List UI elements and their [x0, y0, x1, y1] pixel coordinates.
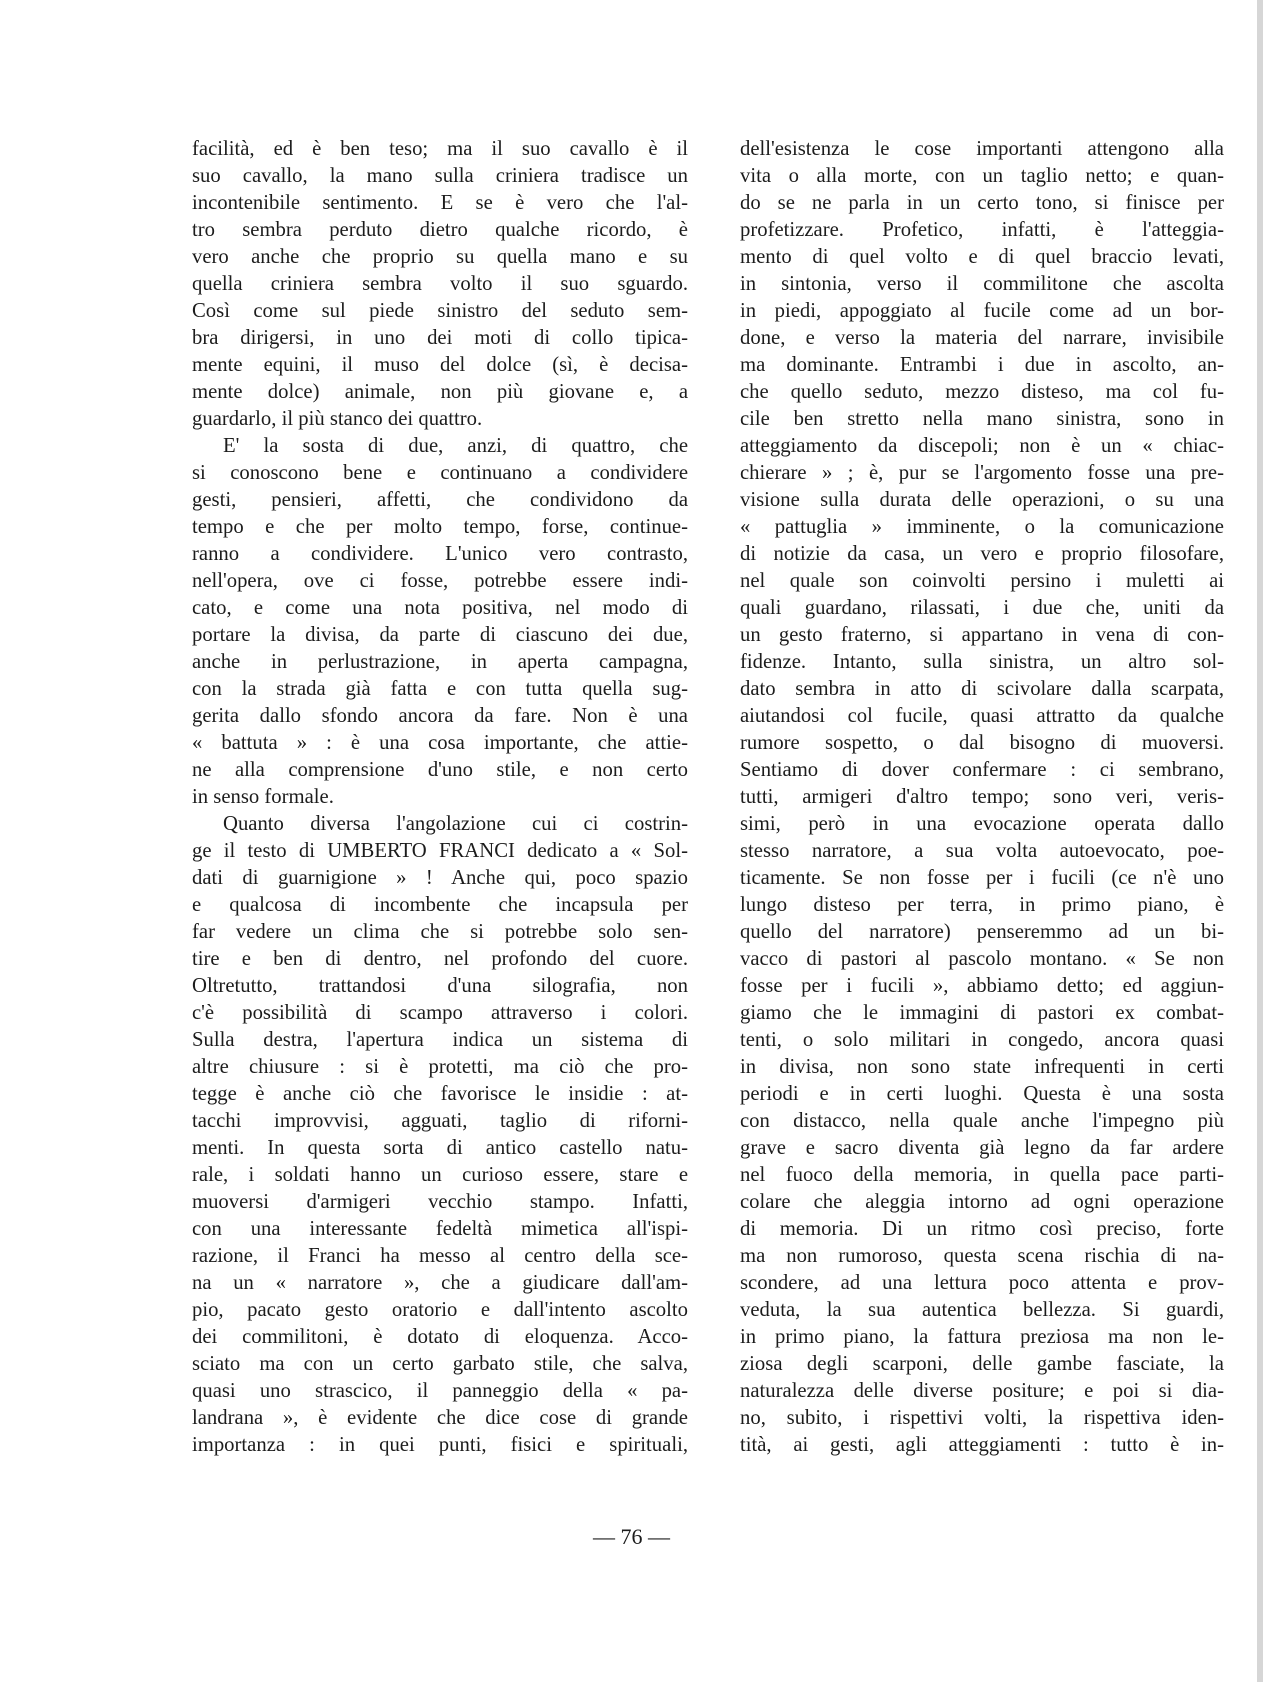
- paragraph-start-line: Quanto diversa l'angolazione cui ci costrin-: [223, 813, 688, 835]
- text-line: vita o alla morte, con un taglio netto; e quan-: [740, 165, 1224, 187]
- text-line: far vedere un clima che si potrebbe solo sen-: [192, 921, 688, 943]
- text-line: fidenze. Intanto, sulla sinistra, un altro sol-: [740, 651, 1224, 673]
- text-line: atteggiamento da discepoli; non è un « chiac-: [740, 435, 1224, 457]
- text-line: tire e ben di dentro, nel profondo del cuore.: [192, 948, 688, 970]
- text-line: landrana », è evidente che dice cose di grande: [192, 1407, 688, 1429]
- text-line: ticamente. Se non fosse per i fucili (ce n'è uno: [740, 867, 1224, 889]
- text-line: nel fuoco della memoria, in quella pace parti-: [740, 1164, 1224, 1186]
- text-line: Sulla destra, l'apertura indica un sistema di: [192, 1029, 688, 1051]
- text-line: razione, il Franci ha messo al centro della sce-: [192, 1245, 688, 1267]
- text-line: pio, pacato gesto oratorio e dall'intento ascolto: [192, 1299, 688, 1321]
- text-line: vero anche che proprio su quella mano e su: [192, 246, 688, 268]
- text-line: mento di quel volto e di quel braccio levati,: [740, 246, 1224, 268]
- text-line: nell'opera, ove ci fosse, potrebbe essere indi-: [192, 570, 688, 592]
- text-line: in primo piano, la fattura preziosa ma non le-: [740, 1326, 1224, 1348]
- right-text-column: [740, 136, 1224, 1459]
- text-line: dell'esistenza le cose importanti attengono alla: [740, 138, 1224, 160]
- text-line: quali guardano, rilassati, i due che, uniti da: [740, 597, 1224, 619]
- text-line: altre chiusure : si è protetti, ma ciò che pro-: [192, 1056, 688, 1078]
- text-line: ma non rumoroso, questa scena rischia di na-: [740, 1245, 1224, 1267]
- text-line: « pattuglia » imminente, o la comunicazione: [740, 516, 1224, 538]
- text-line: in senso formale.: [192, 786, 334, 808]
- text-line: c'è possibilità di scampo attraverso i colori.: [192, 1002, 688, 1024]
- text-line: visione sulla durata delle operazioni, o su una: [740, 489, 1224, 511]
- text-line: ne alla comprensione d'uno stile, e non certo: [192, 759, 688, 781]
- text-line: tro sembra perduto dietro qualche ricordo, è: [192, 219, 688, 241]
- text-line: mente equini, il muso del dolce (sì, è decisa-: [192, 354, 688, 376]
- text-line: naturalezza delle diverse positure; e poi si dia-: [740, 1380, 1224, 1402]
- text-line: scondere, ad una lettura poco attenta e prov-: [740, 1272, 1224, 1294]
- text-line: suo cavallo, la mano sulla criniera tradisce un: [192, 165, 688, 187]
- text-line: tenti, o solo militari in congedo, ancora quasi: [740, 1029, 1224, 1051]
- text-line: chierare » ; è, pur se l'argomento fosse una pre-: [740, 462, 1224, 484]
- text-line: Sentiamo di dover confermare : ci sembrano,: [740, 759, 1224, 781]
- text-line: e qualcosa di incombente che incapsula per: [192, 894, 688, 916]
- page-number: — 76 —: [593, 1524, 670, 1549]
- text-line: quella criniera sembra volto il suo sguardo.: [192, 273, 688, 295]
- paragraph-start-line: E' la sosta di due, anzi, di quattro, che: [223, 435, 688, 457]
- text-line: quello del narratore) penseremmo ad un bi-: [740, 921, 1224, 943]
- text-line: bra dirigersi, in uno dei moti di collo tipica-: [192, 327, 688, 349]
- page-edge-shadow: [1257, 0, 1263, 1682]
- text-line: nel quale son coinvolti persino i muletti ai: [740, 570, 1224, 592]
- text-line: ranno a condividere. L'unico vero contrasto,: [192, 543, 688, 565]
- text-line: ziosa degli scarponi, delle gambe fasciate, la: [740, 1353, 1224, 1375]
- text-line: dato sembra in atto di scivolare dalla scarpata,: [740, 678, 1224, 700]
- text-line: sciato ma con un certo garbato stile, che salva,: [192, 1353, 688, 1375]
- text-line: stesso narratore, a sua volta autoevocato, poe-: [740, 840, 1224, 862]
- text-line: facilità, ed è ben teso; ma il suo cavallo è il: [192, 138, 688, 160]
- text-line: tegge è anche ciò che favorisce le insidie : at-: [192, 1083, 688, 1105]
- text-line: dati di guarnigione » ! Anche qui, poco spazio: [192, 867, 688, 889]
- text-line: menti. In questa sorta di antico castello natu-: [192, 1137, 688, 1159]
- text-line: no, subito, i rispettivi volti, la rispettiva iden-: [740, 1407, 1224, 1429]
- text-line: di notizie da casa, un vero e proprio filosofare,: [740, 543, 1224, 565]
- text-line: colare che aleggia intorno ad ogni operazione: [740, 1191, 1224, 1213]
- text-line: rale, i soldati hanno un curioso essere, stare e: [192, 1164, 688, 1186]
- left-text-column: [192, 136, 688, 1459]
- text-line: simi, però in una evocazione operata dallo: [740, 813, 1224, 835]
- text-line: importanza : in quei punti, fisici e spirituali,: [192, 1434, 688, 1456]
- text-line: in piedi, appoggiato al fucile come ad un bor-: [740, 300, 1224, 322]
- text-line: che quello seduto, mezzo disteso, ma col fu-: [740, 381, 1224, 403]
- text-line: vacco di pastori al pascolo montano. « Se non: [740, 948, 1224, 970]
- text-line: aiutandosi col fucile, quasi attratto da qualche: [740, 705, 1224, 727]
- text-line: rumore sospetto, o dal bisogno di muoversi.: [740, 732, 1224, 754]
- text-line: tacchi improvvisi, agguati, taglio di riforni-: [192, 1110, 688, 1132]
- text-line: periodi e in certi luoghi. Questa è una sosta: [740, 1083, 1224, 1105]
- text-line: grave e sacro diventa già legno da far ardere: [740, 1137, 1224, 1159]
- text-line: incontenibile sentimento. E se è vero che l'al-: [192, 192, 688, 214]
- text-line: mente dolce) animale, non più giovane e, a: [192, 381, 688, 403]
- text-line: cile ben stretto nella mano sinistra, sono in: [740, 408, 1224, 430]
- text-line: ge il testo di UMBERTO FRANCI dedicato a « Sol-: [192, 840, 688, 862]
- text-line: profetizzare. Profetico, infatti, è l'atteggia-: [740, 219, 1224, 241]
- text-line: tempo e che per molto tempo, forse, continue-: [192, 516, 688, 538]
- text-line: un gesto fraterno, si appartano in vena di con-: [740, 624, 1224, 646]
- text-line: cato, e come una nota positiva, nel modo di: [192, 597, 688, 619]
- text-line: fosse per i fucili », abbiamo detto; ed aggiun-: [740, 975, 1224, 997]
- text-line: in divisa, non sono state infrequenti in certi: [740, 1056, 1224, 1078]
- text-line: portare la divisa, da parte di ciascuno dei due,: [192, 624, 688, 646]
- text-line: tutti, armigeri d'altro tempo; sono veri, veris-: [740, 786, 1224, 808]
- text-line: tità, ai gesti, agli atteggiamenti : tutto è in-: [740, 1434, 1224, 1456]
- text-line: quasi uno strascico, il panneggio della « pa-: [192, 1380, 688, 1402]
- text-line: si conoscono bene e continuano a condividere: [192, 462, 688, 484]
- text-line: con una interessante fedeltà mimetica all'ispi-: [192, 1218, 688, 1240]
- text-line: muoversi d'armigeri vecchio stampo. Infatti,: [192, 1191, 688, 1213]
- text-line: dei commilitoni, è dotato di eloquenza. Acco-: [192, 1326, 688, 1348]
- text-line: Oltretutto, trattandosi d'una silografia, non: [192, 975, 688, 997]
- text-line: lungo disteso per terra, in primo piano, è: [740, 894, 1224, 916]
- text-line: in sintonia, verso il commilitone che ascolta: [740, 273, 1224, 295]
- text-line: anche in perlustrazione, in aperta campagna,: [192, 651, 688, 673]
- text-line: di memoria. Di un ritmo così preciso, forte: [740, 1218, 1224, 1240]
- text-line: Così come sul piede sinistro del seduto sem-: [192, 300, 688, 322]
- text-line: guardarlo, il più stanco dei quattro.: [192, 408, 483, 430]
- text-line: do se ne parla in un certo tono, si finisce per: [740, 192, 1224, 214]
- text-line: con la strada già fatta e con tutta quella sug-: [192, 678, 688, 700]
- text-line: « battuta » : è una cosa importante, che attie-: [192, 732, 688, 754]
- text-line: ma dominante. Entrambi i due in ascolto, an-: [740, 354, 1224, 376]
- text-line: con distacco, nella quale anche l'impegno più: [740, 1110, 1224, 1132]
- text-line: done, e verso la materia del narrare, invisibile: [740, 327, 1224, 349]
- text-line: gesti, pensieri, affetti, che condividono da: [192, 489, 688, 511]
- text-line: na un « narratore », che a giudicare dall'am-: [192, 1272, 688, 1294]
- text-line: giamo che le immagini di pastori ex combat-: [740, 1002, 1224, 1024]
- text-line: veduta, la sua autentica bellezza. Si guardi,: [740, 1299, 1224, 1321]
- text-line: gerita dallo sfondo ancora da fare. Non è una: [192, 705, 688, 727]
